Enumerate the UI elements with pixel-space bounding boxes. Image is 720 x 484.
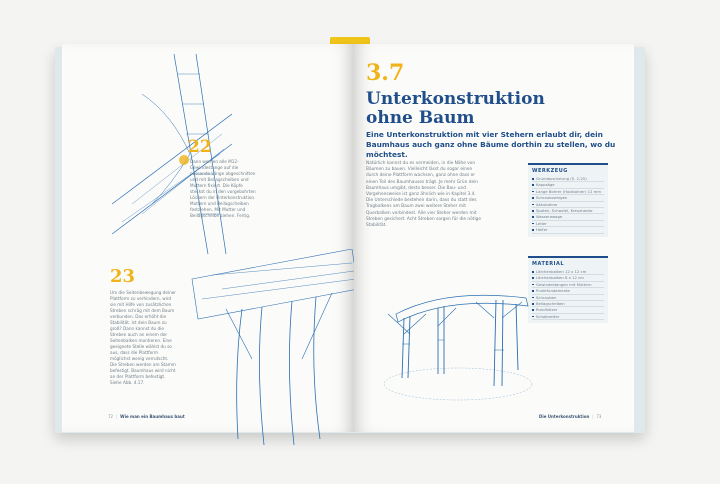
werkzeug-item: Wasserwaage: [532, 214, 604, 220]
lead-paragraph: Eine Unterkonstruktion mit vier Stehern erlaubt dir, dein Baumhaus auch ganz ohne Bäume dorthin zu stellen, wo du möchtest.: [366, 130, 616, 159]
material-box: [528, 256, 608, 323]
title-line-2: ohne Baum: [366, 108, 475, 128]
werkzeug-box: [528, 163, 608, 237]
material-item: Lärchenbalken 8 x 12 cm: [532, 275, 604, 281]
step-22-text: Dann werden alle M12-Gewindestange auf die passende Länge abgeschnitten und mit Beilagscheiben und Muttern fixiert. Die Köpfe steckst du in den vorgebohrten Löchern der Unterkonstruktion. Muttern und Beilagscheiben festziehen. Mit Mutter und Beilagscheibe ziehen. Fertig.: [190, 159, 256, 218]
right-page: [354, 44, 634, 432]
material-item: Rundhölzer: [532, 307, 604, 313]
werkzeug-heading: WERKZEUG: [532, 168, 568, 174]
left-page: [62, 44, 354, 432]
left-footer: 72 | Wie man ein Baumhaus baut: [108, 414, 185, 419]
werkzeug-item: Grundausrüstung (S. 2-25): [532, 176, 604, 182]
werkzeug-item: Spaten, Schaufel, Kreuzhacke: [532, 208, 604, 214]
body-text: Natürlich kannst du es vermeiden, in die Nähe von Bäumen zu bauen. Vielleicht lässt du sogar einen durch deine Plattform wachsen, ganz ohne dass er einen Teil des Baumhauses trägt. Je mehr Grün dein Baumhaus umgibt, desto besser. Die Bau- und Vorgehensweise ist ganz ähnlich wie in Kapitel 3.4. Die Unterschiede bestehen darin, dass du statt des Tragbalkens am Baum zwei weitere Steher mit Querbalken verbindest. Alle vier Steher werden mit Streben gesichert. Acht Streben sorgen für die nötige Stabilität.: [366, 161, 482, 229]
platform-illustration: [182, 249, 362, 449]
werkzeug-item: Helfer: [532, 227, 604, 233]
right-page-number: 73: [596, 414, 602, 419]
werkzeug-item: Lange Bohrer (Holzbohrer) 12 mm: [532, 189, 604, 195]
page-title: [366, 90, 545, 128]
beam-joint-illustration: [112, 54, 232, 254]
material-heading: MATERIAL: [532, 261, 565, 267]
chapter-number: 3.7: [366, 60, 405, 86]
material-item: Beilagscheiben: [532, 301, 604, 307]
right-footer-title: Die Unterkonstruktion: [539, 414, 590, 419]
step-23-number: 23: [110, 266, 136, 287]
step-22-number: 22: [188, 137, 212, 157]
material-item: Schalbretter: [532, 314, 604, 320]
werkzeug-item: Leiter: [532, 221, 604, 227]
werkzeug-item: Akkubohrer: [532, 202, 604, 208]
left-page-number: 72: [108, 414, 114, 419]
material-item: Lärchenbalken 12 x 12 cm: [532, 269, 604, 275]
four-post-structure-illustration: [376, 274, 536, 404]
step-23-text: Um die Seitenbewegung deiner Plattform zu verhindern, wird sie mit Hilfe von zusätzlichen Streben schräg mit dem Baum verbunden. Das erhöht die Stabilität. Ist dein Baum zu groß? Dann kannst du die Streben auch an einem der Seitenbalken montieren. Eine geeignete Stelle wählst du so aus, dass die Plattform möglichst wenig verrutscht. Die Streben werden am Stamm befestigt. Baumhaus wird nicht an der Plattform befestigt. Siehe Abb. 4.17.: [110, 290, 177, 385]
werkzeug-item: Kappsäge: [532, 182, 604, 188]
material-item: Punktfundamente: [532, 288, 604, 294]
title-line-1: Unterkonstruktion: [366, 89, 545, 109]
left-footer-title: Wie man ein Baumhaus baut: [120, 414, 185, 419]
material-item: Schrauben: [532, 295, 604, 301]
right-footer: Die Unterkonstruktion | 73: [539, 414, 602, 419]
werkzeug-item: Schraubzwingen: [532, 195, 604, 201]
material-item: Gewindestangen mit Muttern: [532, 282, 604, 288]
